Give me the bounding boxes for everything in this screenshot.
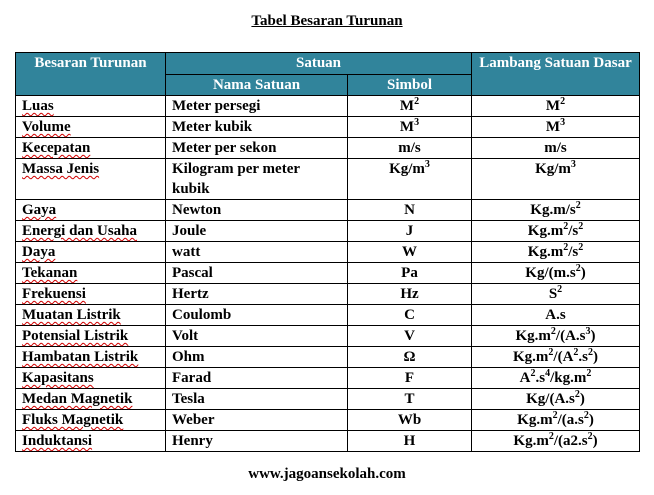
table-row bbox=[16, 242, 640, 263]
cell-lambang: $Kg/m^3$ bbox=[472, 159, 640, 200]
cell-nama-satuan: Hertz bbox=[166, 284, 348, 305]
cell-besaran: Fluks Magnetik bbox=[16, 410, 166, 431]
cell-nama-satuan: Meter persegi bbox=[166, 96, 348, 117]
cell-simbol: T bbox=[348, 389, 472, 410]
cell-besaran: Kapasitans bbox=[16, 368, 166, 389]
table-row bbox=[16, 284, 640, 305]
cell-nama-satuan: Tesla bbox=[166, 389, 348, 410]
header-besaran: Besaran Turunan bbox=[16, 53, 166, 96]
cell-besaran: Volume bbox=[16, 117, 166, 138]
cell-besaran: Potensial Listrik bbox=[16, 326, 166, 347]
table-row bbox=[16, 263, 640, 284]
table-row bbox=[16, 221, 640, 242]
cell-besaran: Frekuensi bbox=[16, 284, 166, 305]
derived-quantities-table bbox=[15, 52, 640, 452]
cell-nama-satuan: Kilogram per meter kubik bbox=[166, 159, 348, 200]
cell-lambang: A.s bbox=[472, 305, 640, 326]
cell-simbol: F bbox=[348, 368, 472, 389]
cell-simbol: N bbox=[348, 200, 472, 221]
header-nama-satuan: Nama Satuan bbox=[166, 75, 348, 96]
table-row bbox=[16, 326, 640, 347]
cell-lambang: $M^2$ bbox=[472, 96, 640, 117]
cell-besaran: Massa Jenis bbox=[16, 159, 166, 200]
cell-simbol: Pa bbox=[348, 263, 472, 284]
cell-lambang: $Kg.m^2/s^2$ bbox=[472, 221, 640, 242]
cell-lambang: $Kg/(A.s^2)$ bbox=[472, 389, 640, 410]
header-satuan: Satuan bbox=[166, 53, 472, 75]
cell-simbol: H bbox=[348, 431, 472, 452]
cell-nama-satuan: Henry bbox=[166, 431, 348, 452]
cell-nama-satuan: Meter per sekon bbox=[166, 138, 348, 159]
cell-nama-satuan: Coulomb bbox=[166, 305, 348, 326]
cell-nama-satuan: Newton bbox=[166, 200, 348, 221]
cell-besaran: Gaya bbox=[16, 200, 166, 221]
table-row bbox=[16, 431, 640, 452]
cell-nama-satuan: Volt bbox=[166, 326, 348, 347]
cell-besaran: Energi dan Usaha bbox=[16, 221, 166, 242]
cell-simbol: V bbox=[348, 326, 472, 347]
cell-besaran: Medan Magnetik bbox=[16, 389, 166, 410]
cell-lambang: $Kg.m^2/(A^2.s^2)$ bbox=[472, 347, 640, 368]
cell-simbol: Ω bbox=[348, 347, 472, 368]
cell-besaran: Muatan Listrik bbox=[16, 305, 166, 326]
cell-simbol: Wb bbox=[348, 410, 472, 431]
cell-besaran: Tekanan bbox=[16, 263, 166, 284]
cell-nama-satuan: Meter kubik bbox=[166, 117, 348, 138]
table-row bbox=[16, 368, 640, 389]
cell-nama-satuan: watt bbox=[166, 242, 348, 263]
cell-lambang: $M^3$ bbox=[472, 117, 640, 138]
cell-simbol: $M^3$ bbox=[348, 117, 472, 138]
header-lambang: Lambang Satuan Dasar bbox=[472, 53, 640, 96]
cell-simbol: m/s bbox=[348, 138, 472, 159]
table-row bbox=[16, 305, 640, 326]
header-simbol: Simbol bbox=[348, 75, 472, 96]
table-row bbox=[16, 410, 640, 431]
cell-lambang: $Kg.m^2/(a2.s^2)$ bbox=[472, 431, 640, 452]
cell-lambang: $Kg/(m.s^2)$ bbox=[472, 263, 640, 284]
cell-besaran: Daya bbox=[16, 242, 166, 263]
cell-besaran: Induktansi bbox=[16, 431, 166, 452]
cell-lambang: $Kg.m^2/s^2$ bbox=[472, 242, 640, 263]
cell-simbol: J bbox=[348, 221, 472, 242]
cell-nama-satuan: Weber bbox=[166, 410, 348, 431]
cell-lambang: $Kg.m^2/(a.s^2)$ bbox=[472, 410, 640, 431]
cell-lambang: $S^2$ bbox=[472, 284, 640, 305]
cell-lambang: $A^2.s^4/kg.m^2$ bbox=[472, 368, 640, 389]
cell-simbol: $M^2$ bbox=[348, 96, 472, 117]
table-row bbox=[16, 200, 640, 221]
table-row bbox=[16, 117, 640, 138]
table-row bbox=[16, 138, 640, 159]
cell-lambang: $Kg.m/s^2$ bbox=[472, 200, 640, 221]
footer-website: www.jagoansekolah.com bbox=[248, 466, 406, 482]
table-body bbox=[16, 96, 640, 452]
cell-nama-satuan: Farad bbox=[166, 368, 348, 389]
cell-lambang: $Kg.m^2/(A.s^3)$ bbox=[472, 326, 640, 347]
cell-nama-satuan: Joule bbox=[166, 221, 348, 242]
cell-simbol: Hz bbox=[348, 284, 472, 305]
cell-simbol: W bbox=[348, 242, 472, 263]
table-row bbox=[16, 96, 640, 117]
cell-besaran: Luas bbox=[16, 96, 166, 117]
table-row bbox=[16, 389, 640, 410]
cell-nama-satuan: Pascal bbox=[166, 263, 348, 284]
cell-nama-satuan: Ohm bbox=[166, 347, 348, 368]
cell-simbol: C bbox=[348, 305, 472, 326]
cell-lambang: m/s bbox=[472, 138, 640, 159]
cell-besaran: Kecepatan bbox=[16, 138, 166, 159]
document-title: Tabel Besaran Turunan bbox=[251, 13, 403, 29]
cell-simbol: $Kg/m^3$ bbox=[348, 159, 472, 200]
table-row bbox=[16, 347, 640, 368]
table-row bbox=[16, 159, 640, 200]
cell-besaran: Hambatan Listrik bbox=[16, 347, 166, 368]
